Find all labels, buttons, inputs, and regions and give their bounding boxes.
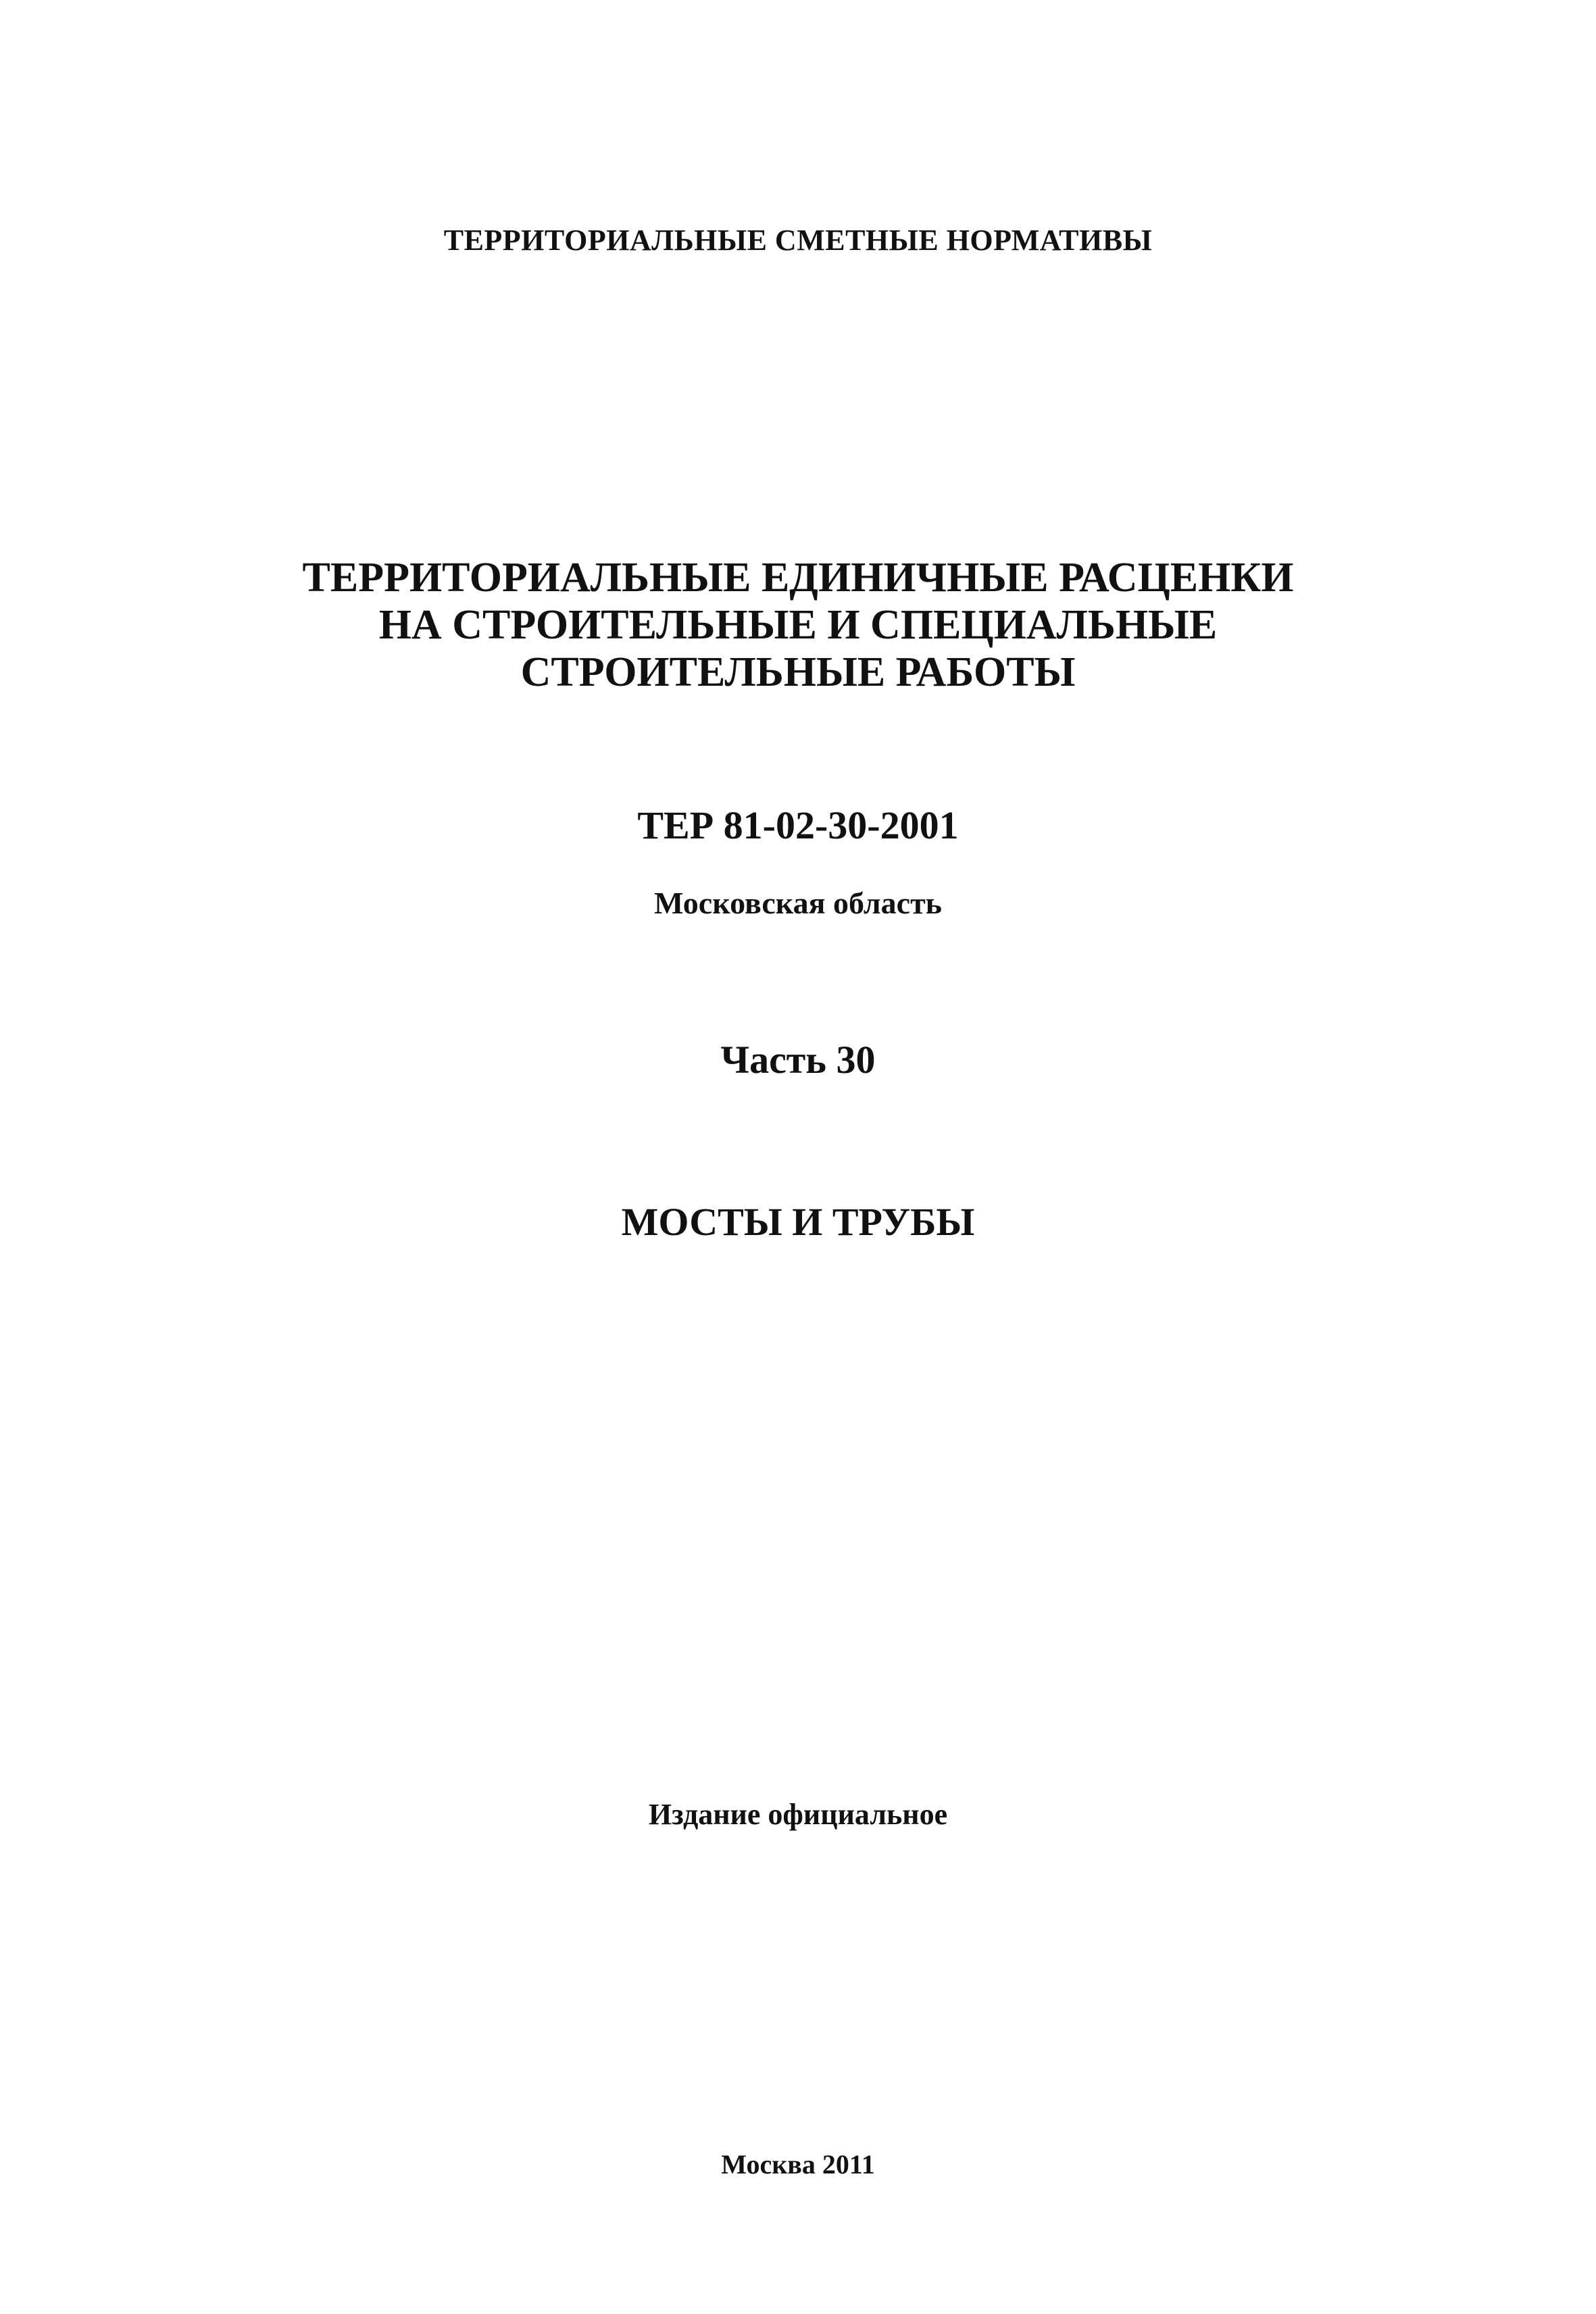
region-name: Московская область <box>654 886 942 920</box>
title-line-3: СТРОИТЕЛЬНЫЕ РАБОТЫ <box>520 649 1076 695</box>
part-number: Часть 30 <box>720 1038 876 1082</box>
publication-place-year: Москва 2011 <box>721 2149 875 2180</box>
document-code: ТЕР 81-02-30-2001 <box>637 803 959 847</box>
document-title <box>0 554 1596 696</box>
series-header: ТЕРРИТОРИАЛЬНЫЕ СМЕТНЫЕ НОРМАТИВЫ <box>443 224 1153 257</box>
part-subject: МОСТЫ И ТРУБЫ <box>621 1200 975 1244</box>
title-line-1: ТЕРРИТОРИАЛЬНЫЕ ЕДИНИЧНЫЕ РАСЦЕНКИ <box>302 555 1294 601</box>
title-line-2: НА СТРОИТЕЛЬНЫЕ И СПЕЦИАЛЬНЫЕ <box>378 602 1218 648</box>
edition-note: Издание официальное <box>648 1798 948 1831</box>
